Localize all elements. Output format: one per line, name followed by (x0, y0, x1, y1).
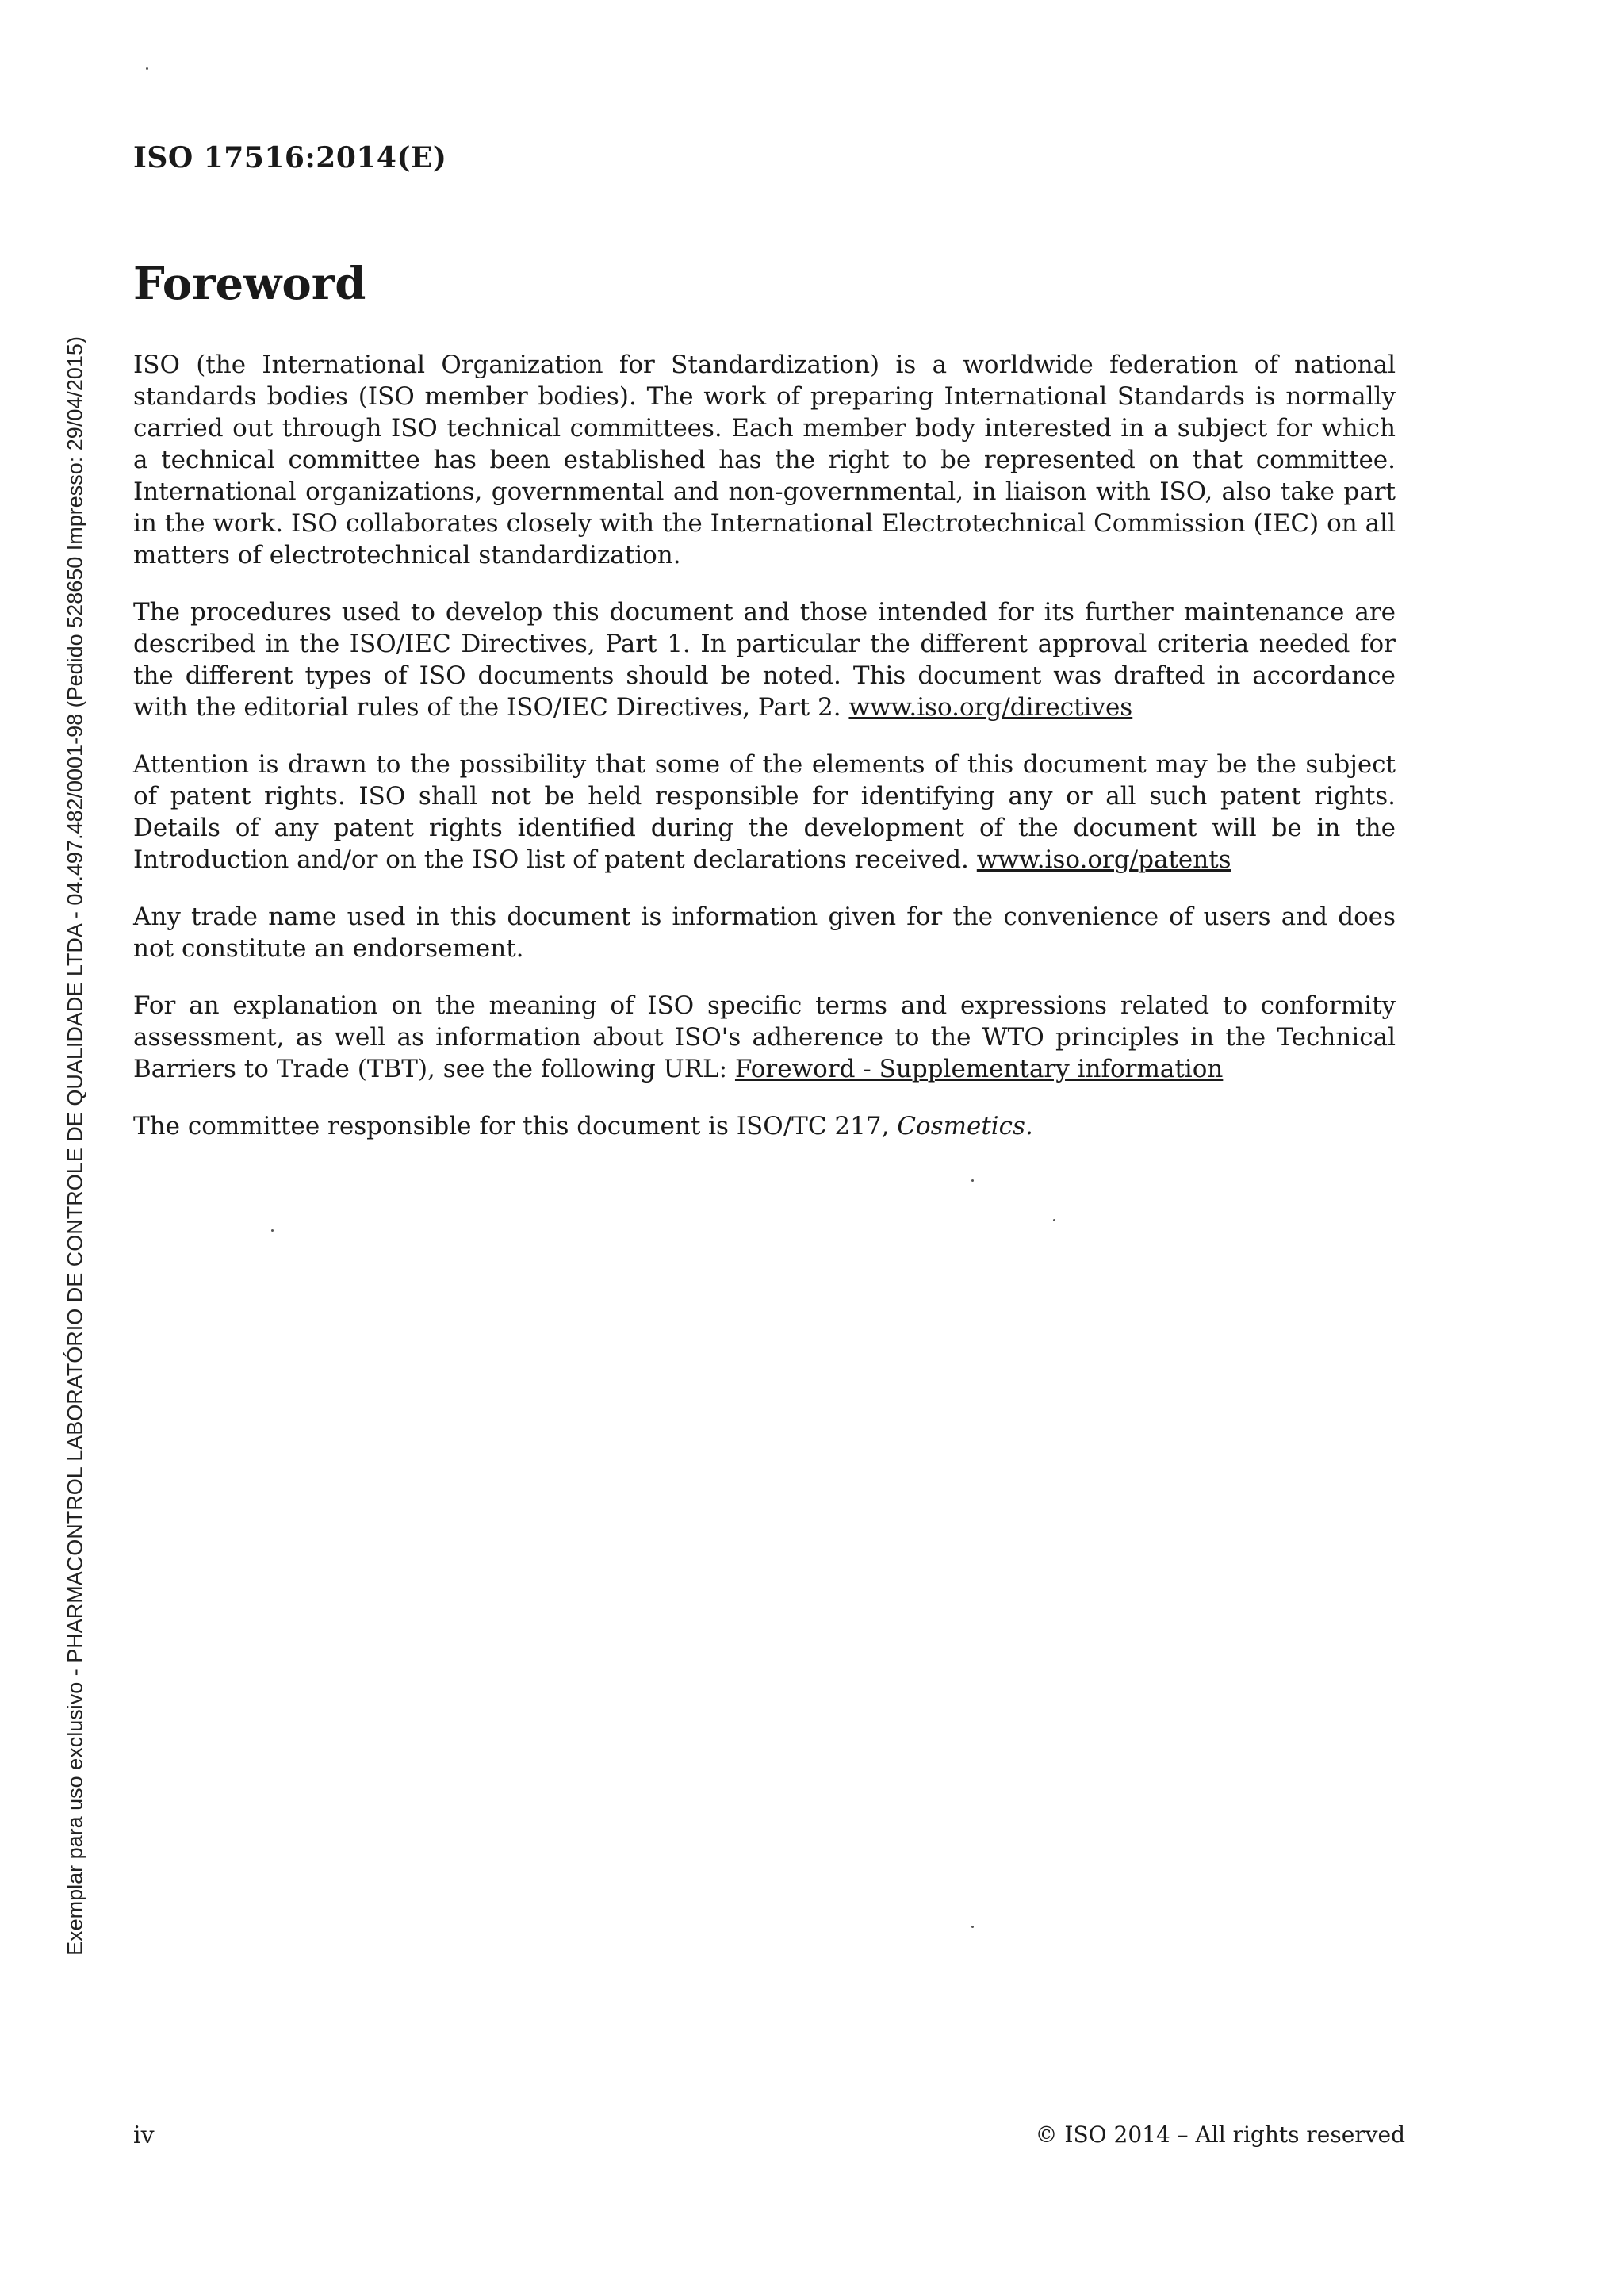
scan-speck (971, 1926, 974, 1928)
paragraph-text: Attention is drawn to the possibility that some of the elements of this document may be the subject of patent rights. ISO shall not be held responsible for identifying any or all such patent rights. Details of any patent rights identified during the development of the document will be in the Introduction and/or on the ISO list of patent declarations received. (133, 750, 1396, 874)
paragraph-text: Any trade name used in this document is information given for the convenience of users and does not constitute an endorsement. (133, 903, 1396, 963)
patents-link[interactable]: www.iso.org/patents (976, 845, 1231, 874)
directives-link[interactable]: www.iso.org/directives (848, 693, 1133, 722)
supplementary-info-link[interactable]: Foreword - Supplementary information (734, 1055, 1224, 1083)
paragraph-text: For an explanation on the meaning of ISO specific terms and expressions related to conformity assessment, as well as information about ISO's adherence to the WTO principles in the Technical Barriers to Trade (TBT), see the following URL: (133, 991, 1396, 1083)
document-reference: ISO 17516:2014(E) (133, 141, 447, 174)
paragraph (133, 901, 1396, 964)
scan-speck (271, 1229, 274, 1232)
foreword-body (133, 349, 1396, 1167)
scan-speck (146, 67, 148, 70)
scan-speck (1053, 1219, 1055, 1221)
page-number: iv (133, 2121, 155, 2149)
paragraph (133, 749, 1396, 876)
paragraph (133, 990, 1396, 1085)
paragraph (133, 1110, 1396, 1142)
paragraph (133, 349, 1396, 571)
watermark-stamp: Exemplar para uso exclusivo - PHARMACONTROL LABORATÓRIO DE CONTROLE DE QUALIDADE LTDA - 04.497.482/0001-98 (Pedido 528650 Impresso: 29/04/2015) (63, 336, 87, 1956)
paragraph-text: ISO (the International Organization for Standardization) is a worldwide federation of national standards bodies (ISO member bodies). The work of preparing International Standards is normally carried out through ISO technical committees. Each member body interested in a subject for which a technical committee has been established has the right to be represented on that committee. International organizations, governmental and non-governmental, in liaison with ISO, also take part in the work. ISO collaborates closely with the International Electrotechnical Commission (IEC) on all matters of electrotechnical standardization. (133, 351, 1396, 569)
scan-speck (971, 1179, 974, 1182)
copyright-notice: © ISO 2014 – All rights reserved (1035, 2121, 1405, 2148)
paragraph (133, 596, 1396, 723)
page-title: Foreword (133, 258, 366, 310)
paragraph-text: The procedures used to develop this document and those intended for its further maintenance are described in the ISO/IEC Directives, Part 1. In particular the different approval criteria needed for the different types of ISO documents should be noted. This document was drafted in accordance with the editorial rules of the ISO/IEC Directives, Part 2. (133, 598, 1396, 722)
paragraph-text: The committee responsible for this document is ISO/TC 217, (133, 1112, 890, 1140)
committee-name: Cosmetics. (897, 1112, 1033, 1140)
